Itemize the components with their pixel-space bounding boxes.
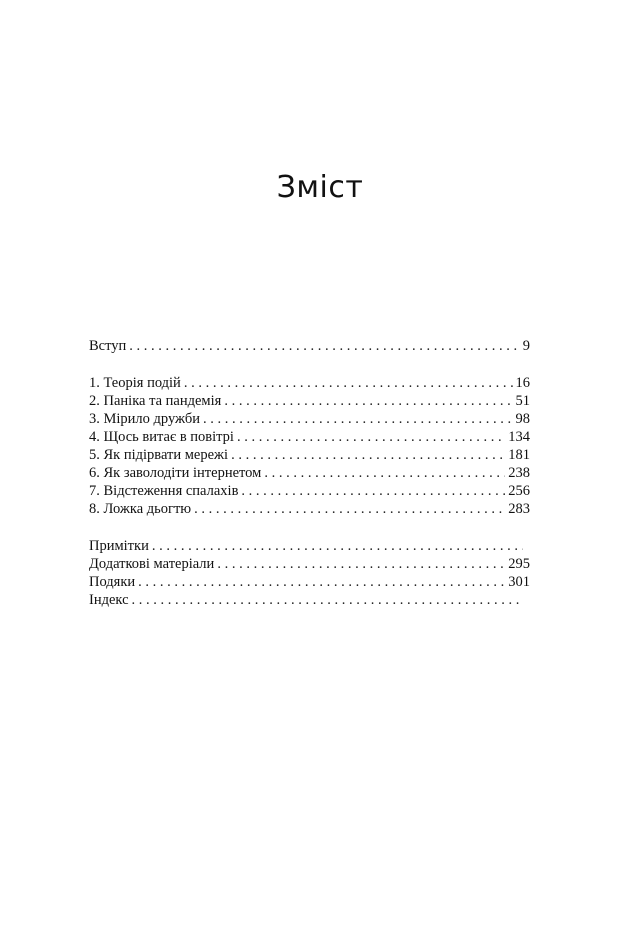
toc-entry-index[interactable] (89, 591, 526, 609)
toc-entry-page: 134 (508, 429, 530, 445)
toc-entry-acknowledgements[interactable] (89, 573, 530, 591)
toc-entry-label: 4. Щось витає в повітрі (89, 429, 234, 445)
toc-entry-label: Вступ (89, 338, 127, 354)
toc-entry-chapter-2[interactable] (89, 392, 530, 410)
toc-entry-label: Подяки (89, 574, 136, 590)
dot-leader (132, 591, 523, 609)
table-of-contents (89, 337, 530, 609)
toc-entry-label: 7. Відстеження спалахів (89, 483, 239, 499)
dot-leader (217, 555, 505, 573)
toc-entry-label: 1. Теорія подій (89, 375, 181, 391)
dot-leader (138, 573, 505, 591)
dot-leader (241, 482, 505, 500)
toc-entry-chapter-7[interactable] (89, 482, 530, 500)
dot-leader (129, 337, 519, 355)
page-title: Зміст (276, 170, 364, 205)
toc-entry-page: 238 (508, 465, 530, 481)
toc-entry-page: 283 (508, 501, 530, 517)
toc-entry-notes[interactable] (89, 537, 526, 555)
dot-leader (184, 374, 513, 392)
toc-entry-label: 3. Мірило дружби (89, 411, 201, 427)
toc-entry-page: 51 (515, 393, 530, 409)
toc-entry-page: 295 (508, 556, 530, 572)
toc-entry-page: 9 (522, 338, 530, 354)
dot-leader (194, 500, 505, 518)
toc-entry-chapter-8[interactable] (89, 500, 530, 518)
toc-entry-chapter-1[interactable] (89, 374, 530, 392)
toc-entry-label: Додаткові матеріали (89, 556, 215, 572)
toc-entry-page: 256 (508, 483, 530, 499)
toc-entry-page: 98 (515, 411, 530, 427)
dot-leader (237, 428, 505, 446)
toc-entry-label: 8. Ложка дьогтю (89, 501, 192, 517)
dot-leader (203, 410, 512, 428)
toc-entry-chapter-4[interactable] (89, 428, 530, 446)
toc-entry-label: Індекс (89, 592, 129, 608)
toc-entry-page: 16 (515, 375, 530, 391)
toc-entry-label: 6. Як заволодіти інтернетом (89, 465, 262, 481)
dot-leader (264, 464, 505, 482)
toc-entry-intro[interactable] (89, 337, 530, 355)
dot-leader (224, 392, 512, 410)
toc-entry-chapter-5[interactable] (89, 446, 530, 464)
dot-leader (231, 446, 505, 464)
toc-entry-page: 181 (508, 447, 530, 463)
toc-entry-chapter-6[interactable] (89, 464, 530, 482)
toc-entry-appendix[interactable] (89, 555, 530, 573)
toc-entry-label: 2. Паніка та пандемія (89, 393, 222, 409)
toc-entry-page: 301 (508, 574, 530, 590)
dot-leader (152, 537, 523, 555)
toc-entry-chapter-3[interactable] (89, 410, 530, 428)
toc-entry-label: 5. Як підірвати мережі (89, 447, 229, 463)
toc-entry-label: Примітки (89, 538, 149, 554)
